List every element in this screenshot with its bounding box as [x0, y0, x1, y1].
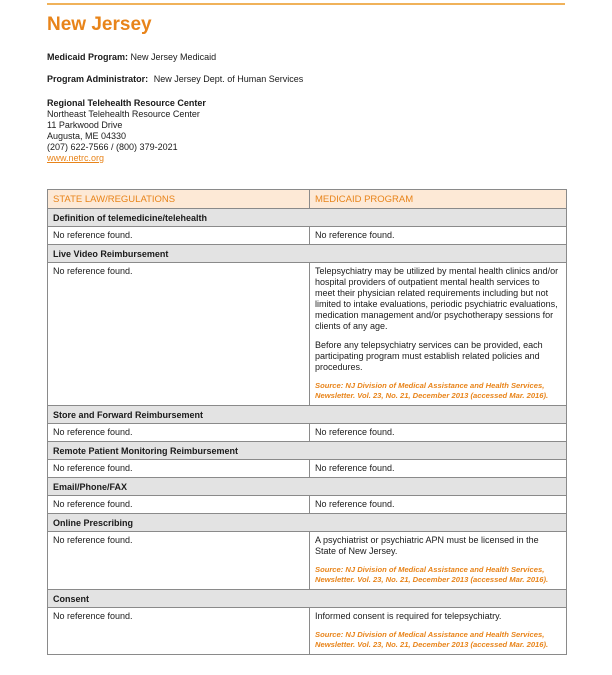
medicaid-cell: No reference found. — [310, 227, 567, 245]
section-email-phone-fax-title: Email/Phone/FAX — [48, 478, 567, 496]
state-law-cell: No reference found. — [48, 263, 310, 406]
state-law-cell: No reference found. — [48, 227, 310, 245]
table-row — [48, 608, 567, 655]
resource-center-name: Northeast Telehealth Resource Center — [47, 109, 200, 119]
section-online-prescribing-title: Online Prescribing — [48, 514, 567, 532]
medicaid-program-label: Medicaid Program: — [47, 52, 129, 62]
program-administrator-label: Program Administrator: — [47, 74, 149, 84]
section-consent-title: Consent — [48, 590, 567, 608]
medicaid-paragraph: Before any telepsychiatry services can be provided, each participating program must establish related policies and procedures. — [315, 340, 543, 372]
source-citation: Source: NJ Division of Medical Assistance and Health Services, Newsletter. Vol. 23, No. 21, December 2013 (accessed Mar. 2016). — [315, 565, 549, 584]
source-citation: Source: NJ Division of Medical Assistance and Health Services, Newsletter. Vol. 23, No. 21, December 2013 (accessed Mar. 2016). — [315, 381, 549, 400]
table-row — [48, 263, 567, 406]
program-administrator-value: New Jersey Dept. of Human Services — [153, 74, 304, 84]
section-definition-title: Definition of telemedicine/telehealth — [48, 209, 567, 227]
medicaid-cell: No reference found. — [310, 496, 567, 514]
state-law-cell: No reference found. — [48, 608, 310, 655]
section-header-row — [48, 478, 567, 496]
program-administrator-line — [47, 74, 303, 84]
resource-center-block — [47, 98, 206, 164]
section-header-row — [48, 406, 567, 424]
medicaid-cell — [310, 608, 567, 655]
page-title: New Jersey — [47, 14, 152, 35]
state-law-cell: No reference found. — [48, 424, 310, 442]
table-header-row — [48, 190, 567, 209]
resource-center-website-link[interactable]: www.netrc.org — [47, 153, 105, 163]
medicaid-paragraph: A psychiatrist or psychiatric APN must be licensed in the State of New Jersey. — [315, 535, 539, 556]
top-divider — [47, 3, 565, 5]
state-law-cell: No reference found. — [48, 460, 310, 478]
medicaid-program-line — [47, 52, 216, 62]
resource-center-phone: (207) 622-7566 / (800) 379-2021 — [47, 142, 178, 152]
section-remote-monitoring-title: Remote Patient Monitoring Reimbursement — [48, 442, 567, 460]
table-row — [48, 496, 567, 514]
source-citation: Source: NJ Division of Medical Assistance and Health Services, Newsletter. Vol. 23, No. 21, December 2013 (accessed Mar. 2016). — [315, 630, 549, 649]
resource-center-city: Augusta, ME 04330 — [47, 131, 127, 141]
section-header-row — [48, 209, 567, 227]
medicaid-cell — [310, 532, 567, 590]
section-header-row — [48, 442, 567, 460]
medicaid-cell: No reference found. — [310, 424, 567, 442]
table-row — [48, 227, 567, 245]
section-store-forward-title: Store and Forward Reimbursement — [48, 406, 567, 424]
table-row — [48, 424, 567, 442]
medicaid-program-value: New Jersey Medicaid — [130, 52, 217, 62]
table-row — [48, 532, 567, 590]
state-law-header: STATE LAW/REGULATIONS — [48, 190, 310, 209]
resource-center-heading: Regional Telehealth Resource Center — [47, 98, 206, 108]
policy-table — [47, 189, 567, 655]
section-live-video-title: Live Video Reimbursement — [48, 245, 567, 263]
section-header-row — [48, 245, 567, 263]
medicaid-program-header: MEDICAID PROGRAM — [310, 190, 567, 209]
state-law-cell: No reference found. — [48, 532, 310, 590]
table-row — [48, 460, 567, 478]
medicaid-paragraph: Informed consent is required for telepsychiatry. — [315, 611, 502, 621]
section-header-row — [48, 514, 567, 532]
medicaid-cell: No reference found. — [310, 460, 567, 478]
medicaid-paragraph: Telepsychiatry may be utilized by mental health clinics and/or hospital providers of outpatient mental health services to meet their physician related requirements including but not limited to intake evaluations, periodic psychiatric evaluations, medication management and/or psychotherapy sessions for clients of any age. — [315, 266, 559, 331]
medicaid-cell — [310, 263, 567, 406]
resource-center-street: 11 Parkwood Drive — [47, 120, 123, 130]
section-header-row — [48, 590, 567, 608]
state-law-cell: No reference found. — [48, 496, 310, 514]
